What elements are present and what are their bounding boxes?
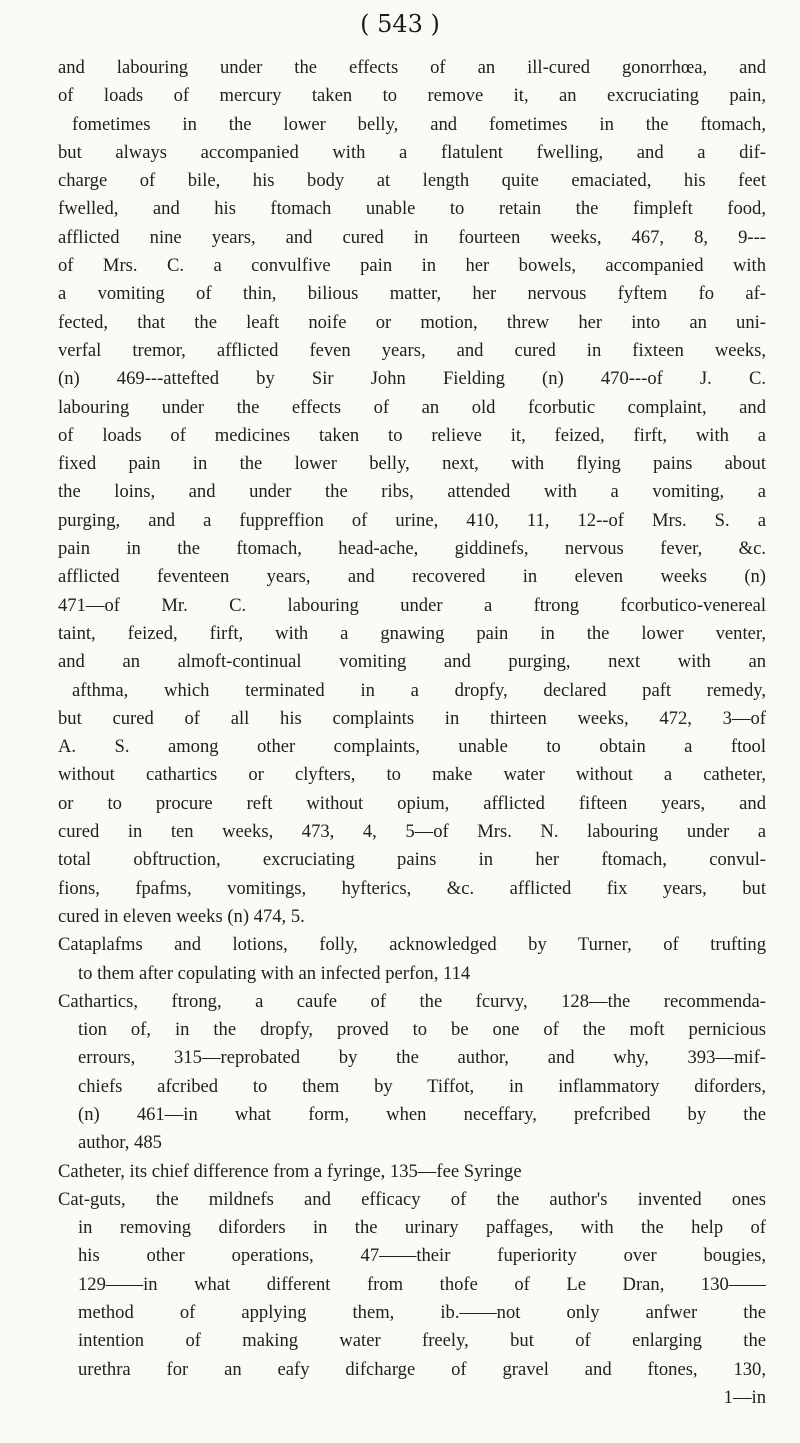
text-line: the loins, and under the ribs, attended with a vomiting, a bbox=[58, 481, 766, 503]
text-line: tion of, in the dropfy, proved to be one of the moft pernicious bbox=[78, 1019, 766, 1041]
page-number-header: ( 543 ) bbox=[360, 10, 440, 38]
index-entry-cat-guts: Cat-guts, the mildnefs and efficacy of the author's invented ones bbox=[58, 1188, 766, 1210]
text-line: labouring under the effects of an old fcorbutic complaint, and bbox=[58, 396, 766, 418]
text-line: purging, and a fuppreffion of urine, 410, 11, 12--of Mrs. S. a bbox=[58, 509, 766, 531]
text-line: afflicted feventeen years, and recovered in eleven weeks (n) bbox=[58, 566, 766, 588]
text-line: fwelled, and his ftomach unable to retain the fimpleft food, bbox=[58, 198, 766, 220]
text-line: and an almoft-continual vomiting and purging, next with an bbox=[58, 651, 766, 673]
text-line: chiefs afcribed to them by Tiffot, in inflammatory diforders, bbox=[78, 1075, 766, 1097]
text-line: cured in ten weeks, 473, 4, 5—of Mrs. N. labouring under a bbox=[58, 821, 766, 843]
text-line: fixed pain in the lower belly, next, with flying pains about bbox=[58, 453, 766, 475]
text-line: but always accompanied with a flatulent fwelling, and a dif- bbox=[58, 141, 766, 163]
text-line: and labouring under the effects of an ill-cured gonorrhœa, and bbox=[58, 57, 766, 78]
text-line: afflicted nine years, and cured in fourteen weeks, 467, 8, 9--- bbox=[58, 226, 766, 248]
text-line: of loads of medicines taken to relieve it, feized, firft, with a bbox=[58, 424, 766, 446]
text-line: method of applying them, ib.——not only anfwer the bbox=[78, 1302, 766, 1324]
text-line: errours, 315—reprobated by the author, and why, 393—mif- bbox=[78, 1047, 766, 1069]
text-line: author, 485 bbox=[78, 1132, 162, 1154]
text-line: without cathartics or clyfters, to make water without a catheter, bbox=[58, 764, 766, 786]
text-line: charge of bile, his body at length quite emaciated, his feet bbox=[58, 170, 766, 192]
text-line: fected, that the leaft noife or motion, threw her into an uni- bbox=[58, 311, 766, 333]
text-line: taint, feized, firft, with a gnawing pain in the lower venter, bbox=[58, 622, 766, 644]
text-line: his other operations, 47——their fuperiority over bougies, bbox=[78, 1245, 766, 1267]
text-line: to them after copulating with an infected perfon, 114 bbox=[78, 962, 471, 984]
text-line: verfal tremor, afflicted feven years, and cured in fixteen weeks, bbox=[58, 339, 766, 361]
text-line: (n) 469---attefted by Sir John Fielding (n) 470---of J. C. bbox=[58, 368, 766, 390]
index-text-block bbox=[58, 54, 766, 1412]
text-line: 471—of Mr. C. labouring under a ftrong fcorbutico-venereal bbox=[58, 594, 766, 616]
text-line: fometimes in the lower belly, and fometimes in the ftomach, bbox=[72, 113, 766, 135]
text-line: of loads of mercury taken to remove it, an excruciating pain, bbox=[58, 85, 766, 107]
text-line: in removing diforders in the urinary paffages, with the help of bbox=[78, 1217, 766, 1239]
index-entry-cataplasms: Cataplafms and lotions, folly, acknowledged by Turner, of trufting bbox=[58, 934, 766, 956]
text-line: A. S. among other complaints, unable to obtain a ftool bbox=[58, 736, 766, 758]
index-entry-catheter: Catheter, its chief difference from a fyringe, 135—fee Syringe bbox=[58, 1160, 522, 1182]
text-line: of Mrs. C. a convulfive pain in her bowels, accompanied with bbox=[58, 255, 766, 277]
catchword: 1—in bbox=[723, 1386, 766, 1408]
text-line: 129——in what different from thofe of Le Dran, 130—— bbox=[78, 1273, 766, 1295]
text-line: afthma, which terminated in a dropfy, declared paft remedy, bbox=[72, 679, 766, 701]
text-line: or to procure reft without opium, afflicted fifteen years, and bbox=[58, 792, 766, 814]
text-line: (n) 461—in what form, when neceffary, prefcribed by the bbox=[78, 1103, 766, 1125]
text-line: urethra for an eafy difcharge of gravel and ftones, 130, bbox=[78, 1358, 766, 1380]
text-line: pain in the ftomach, head-ache, giddinefs, nervous fever, &c. bbox=[58, 538, 766, 560]
text-line: but cured of all his complaints in thirteen weeks, 472, 3—of bbox=[58, 707, 766, 729]
text-line: a vomiting of thin, bilious matter, her nervous fyftem fo af- bbox=[58, 283, 766, 305]
text-line: total obftruction, excruciating pains in her ftomach, convul- bbox=[58, 849, 766, 871]
index-entry-cathartics: Cathartics, ftrong, a caufe of the fcurvy, 128—the recommenda- bbox=[58, 990, 766, 1012]
text-line: fions, fpafms, vomitings, hyfterics, &c. afflicted fix years, but bbox=[58, 877, 766, 899]
text-line: intention of making water freely, but of enlarging the bbox=[78, 1330, 766, 1352]
text-line: cured in eleven weeks (n) 474, 5. bbox=[58, 905, 305, 927]
